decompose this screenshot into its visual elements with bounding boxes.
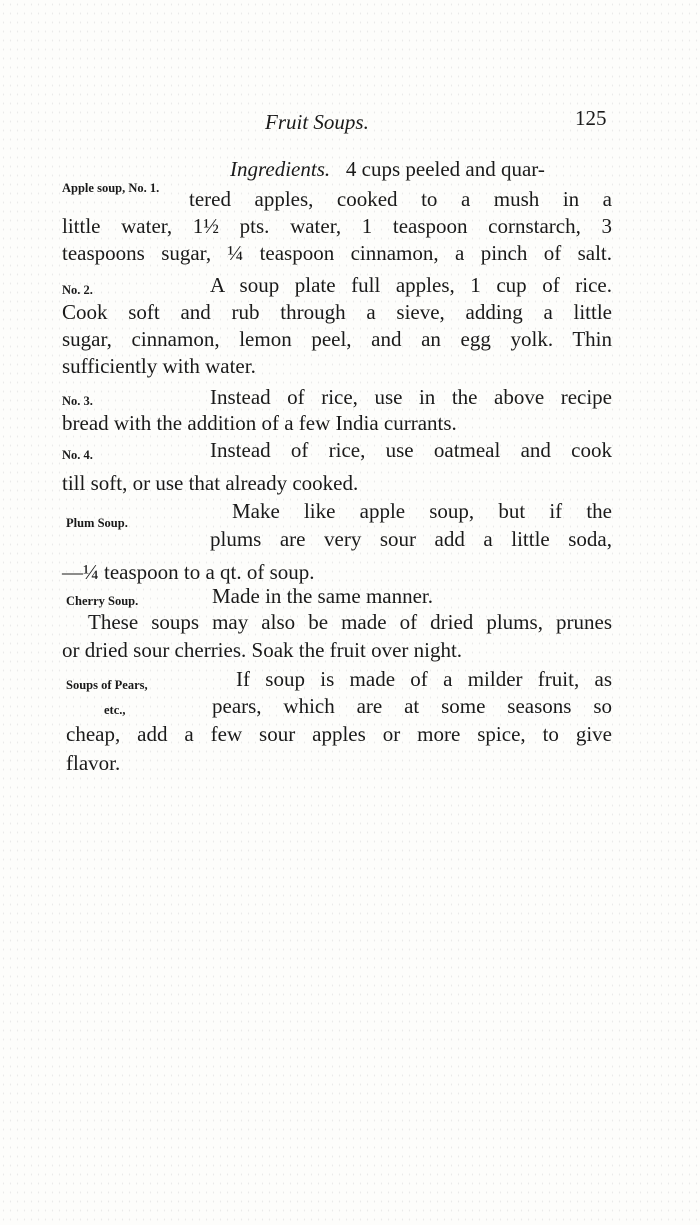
text-line: Ingredients. 4 cups peeled and quar- bbox=[230, 157, 545, 181]
text-line: If soup is made of a milder fruit, as bbox=[236, 667, 612, 691]
text-line: sufficiently with water. bbox=[62, 354, 256, 378]
margin-note-no3: No. 3. bbox=[62, 394, 93, 408]
margin-note-apple-soup: Apple soup, No. 1. bbox=[62, 181, 160, 195]
text-line: little water, 1½ pts. water, 1 teaspoon cornstarch, 3 bbox=[62, 214, 612, 238]
text-line: Cook soft and rub through a sieve, adding a little bbox=[62, 300, 612, 324]
text-line: plums are very sour add a little soda, bbox=[210, 527, 612, 551]
text-line: —¼ teaspoon to a qt. of soup. bbox=[62, 560, 315, 584]
margin-note-no4: No. 4. bbox=[62, 448, 93, 462]
text-line: or dried sour cherries. Soak the fruit over night. bbox=[62, 638, 463, 662]
text-line: A soup plate full apples, 1 cup of rice. bbox=[210, 273, 612, 297]
text-line: Make like apple soup, but if the bbox=[232, 499, 612, 523]
text-line: Instead of rice, use in the above recipe bbox=[210, 385, 612, 409]
text-line: pears, which are at some seasons so bbox=[212, 694, 612, 718]
text-line: till soft, or use that already cooked. bbox=[62, 471, 359, 495]
text-line: sugar, cinnamon, lemon peel, and an egg yolk. Thin bbox=[62, 327, 612, 351]
text-line: Instead of rice, use oatmeal and cook bbox=[210, 438, 612, 462]
margin-note-cherry-soup: Cherry Soup. bbox=[66, 594, 139, 608]
text-line: Made in the same manner. bbox=[212, 584, 434, 608]
margin-note-plum-soup: Plum Soup. bbox=[66, 516, 128, 530]
text-line: These soups may also be made of dried plums, prunes bbox=[88, 610, 612, 634]
margin-note-no2: No. 2. bbox=[62, 283, 93, 297]
text-line: cheap, add a few sour apples or more spice, to give bbox=[66, 722, 612, 746]
text-line: teaspoons sugar, ¼ teaspoon cinnamon, a pinch of salt. bbox=[62, 241, 612, 265]
running-title: Fruit Soups. bbox=[265, 110, 369, 134]
margin-note-pears: Soups of Pears, bbox=[66, 678, 148, 692]
text-line: bread with the addition of a few India currants. bbox=[62, 411, 457, 435]
page-number: 125 bbox=[575, 106, 607, 130]
text-line: tered apples, cooked to a mush in a bbox=[189, 187, 612, 211]
margin-note-etc: etc., bbox=[104, 703, 126, 717]
text-line: flavor. bbox=[66, 751, 121, 775]
